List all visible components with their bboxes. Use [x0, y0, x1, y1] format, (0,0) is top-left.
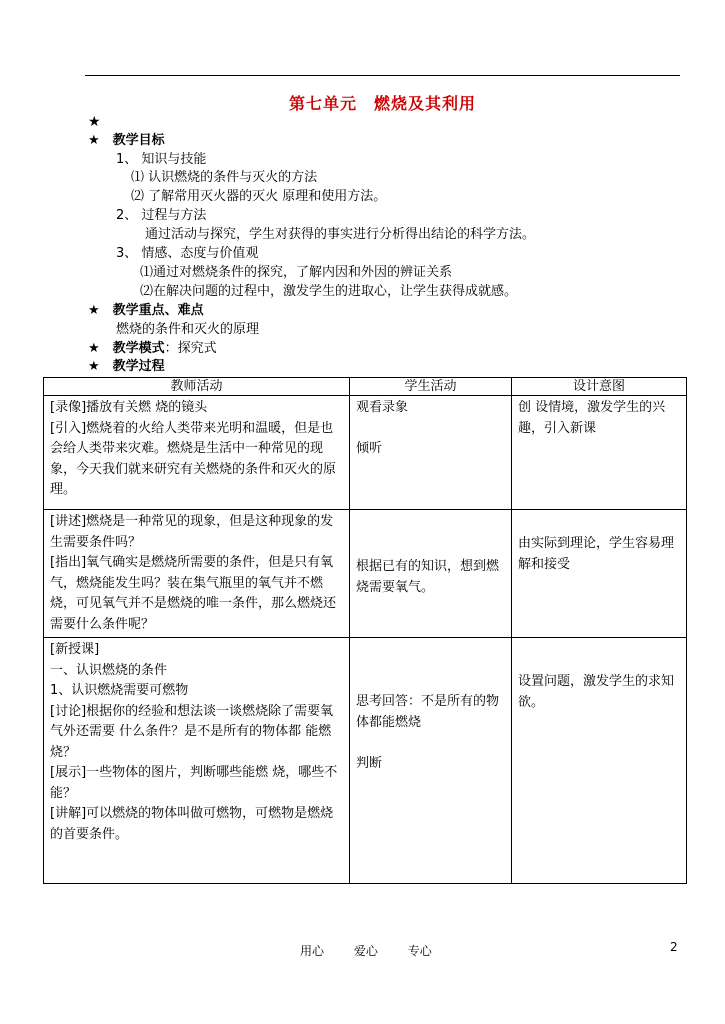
cell-text: 由实际到理论，学生容易理解和接受	[518, 536, 675, 572]
table-row	[44, 510, 687, 638]
page-footer	[300, 942, 458, 959]
cell-text: 一、认识燃烧的条件	[50, 662, 168, 678]
header-student-activity: 学生活动	[350, 378, 512, 396]
cell-text: [引入]燃烧着的火给人类带来光明和温暖，但是也会给人类带来灾难。燃烧是生活中一种常见的现象，今天我们就来研究有关燃烧的条件和灭火的原理。	[50, 420, 337, 497]
keypoints-text: 燃烧的条件和灭火的原理	[116, 322, 260, 337]
cell-text: 倾听	[356, 441, 383, 456]
footer-item: 用心	[300, 944, 325, 958]
cell-text: [讲述]燃烧是一种常见的现象，但是这种现象的发生需要条件吗？	[50, 514, 334, 550]
header-design-intent: 设计意图	[512, 378, 687, 396]
objective-3a: ⑴通过对燃烧条件的探究，了解内因和外因的辨证关系	[140, 265, 453, 280]
objective-2: 2、 过程与方法	[116, 208, 207, 223]
cell-text: [讨论]根据你的经验和想法谈一谈燃烧除了需要氧气外还需要 什么条件？是不是所有的物体都 能燃烧？	[50, 703, 334, 760]
header-rule	[85, 75, 680, 76]
teacher-cell	[44, 638, 350, 884]
student-cell	[350, 638, 512, 884]
page-title: 第七单元 燃烧及其利用	[288, 94, 476, 113]
cell-text: 思考回答：不是所有的物体都能燃烧	[356, 694, 500, 730]
cell-text: 设置问题，激发学生的求知欲。	[518, 674, 675, 710]
keypoints-heading: ★ 教学重点、难点	[88, 303, 204, 318]
star-bullet: ★	[88, 114, 101, 130]
footer-item: 爱心	[353, 944, 378, 958]
cell-text: [展示]一些物体的图片，判断哪些能燃 烧，哪些不能？	[50, 765, 338, 801]
cell-text: [新授课]	[50, 642, 100, 657]
cell-text: 1、认识燃烧需要可燃物	[50, 683, 189, 698]
cell-text: 根据已有的知识，想到燃烧需要氧气。	[356, 559, 500, 595]
objectives-heading: ★ 教学目标	[88, 133, 165, 148]
table-row	[44, 396, 687, 510]
teacher-cell	[44, 396, 350, 510]
intent-cell	[512, 510, 687, 638]
mode-text: ：探究式	[164, 341, 217, 356]
table-header-row	[44, 378, 687, 396]
objective-3b: ⑵在解决问题的过程中，激发学生的进取心，让学生获得成就感。	[140, 284, 518, 299]
process-heading: ★ 教学过程	[88, 359, 165, 374]
objective-3: 3、 情感、态度与价值观	[116, 246, 259, 261]
cell-text: 创 设情境，激发学生的兴趣，引入新课	[518, 400, 666, 436]
intent-cell	[512, 638, 687, 884]
cell-text: 观看录象	[356, 400, 409, 415]
cell-text: [指出]氧气确实是燃烧所需要的条件，但是只有氧气，燃烧能发生吗？装在集气瓶里的氧气并不燃烧，可见氧气并不是燃烧的唯一条件，那么燃烧还需要什么条件呢？	[50, 555, 337, 632]
cell-text: 判断	[356, 755, 383, 771]
intent-cell	[512, 396, 687, 510]
cell-text: [讲解]可以燃烧的物体叫做可燃物，可燃物是燃烧的首要条件。	[50, 806, 334, 842]
objective-1a: ⑴ 认识燃烧的条件与灭火的方法	[131, 170, 318, 185]
teacher-cell	[44, 510, 350, 638]
footer-item: 专心	[407, 944, 432, 958]
teaching-process-table	[43, 377, 687, 884]
cell-text: [录像]播放有关燃 烧的镜头	[50, 400, 208, 415]
objective-1b: ⑵ 了解常用灭火器的灭火 原理和使用方法。	[131, 189, 387, 204]
page-number: 2	[670, 940, 678, 954]
objective-2a: 通过活动与探究，学生对获得的事实进行分析得出结论的科学方法。	[145, 227, 536, 242]
objective-1: 1、 知识与技能	[116, 152, 207, 167]
mode-line	[88, 340, 217, 358]
student-cell	[350, 510, 512, 638]
mode-heading: ★ 教学模式	[88, 341, 165, 356]
header-teacher-activity: 教师活动	[44, 378, 350, 396]
table-row	[44, 638, 687, 884]
student-cell	[350, 396, 512, 510]
